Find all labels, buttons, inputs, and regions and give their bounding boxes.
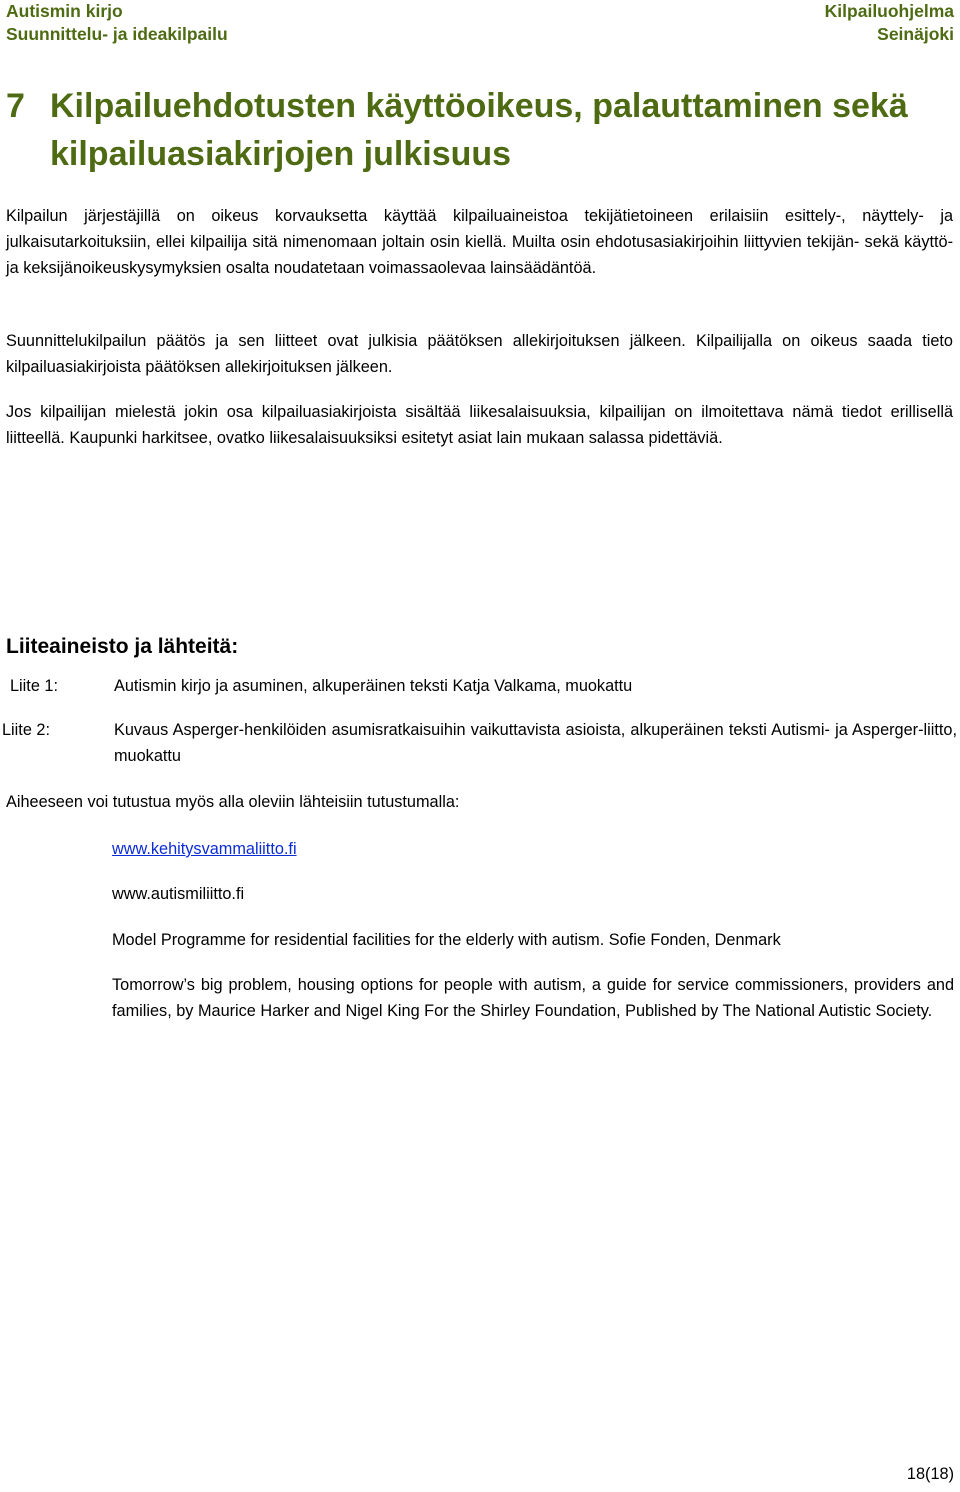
attachment-1-label: Liite 1: <box>10 677 58 695</box>
section-heading <box>6 82 956 178</box>
source-autismiliitto: www.autismiliitto.fi <box>112 885 245 903</box>
attachment-2-label: Liite 2: <box>2 721 50 739</box>
document-subtitle: Suunnittelu- ja ideakilpailu <box>6 24 228 44</box>
running-header-left <box>6 0 228 46</box>
paragraph-trade-secrets: Jos kilpailijan mielestä jokin osa kilpailuasiakirjoista sisältää liikesalaisuuksia, kilpailijan on ilmoitettava nämä tiedot erillisellä liitteellä. Kaupunki harkitsee, ovatko liikesalaisuuksiksi esitetyt asiat lain mukaan salassa pidettäviä. <box>6 403 953 447</box>
document-type: Kilpailuohjelma <box>824 1 954 21</box>
kehitysvammaliitto-link[interactable]: www.kehitysvammaliitto.fi <box>112 840 297 858</box>
attachment-2-text: Kuvaus Asperger-henkilöiden asumisratkaisuihin vaikuttavista asioista, alkuperäinen teksti Autismi- ja Asperger-liitto, muokattu <box>114 721 957 765</box>
attachment-1-text: Autismin kirjo ja asuminen, alkuperäinen teksti Katja Valkama, muokattu <box>114 677 633 695</box>
page-number: 18(18) <box>906 1465 954 1483</box>
document-title: Autismin kirjo <box>6 1 123 21</box>
attachments-title: Liiteaineisto ja lähteitä: <box>6 635 239 658</box>
section-title-line2: kilpailuasiakirjojen julkisuus <box>50 135 512 173</box>
city-name: Seinäjoki <box>877 24 954 44</box>
paragraph-publicity: Suunnittelukilpailun päätös ja sen liitteet ovat julkisia päätöksen allekirjoituksen jälkeen. Kilpailijalla on oikeus saada tieto kilpailuasiakirjoista päätöksen allekirjoituksen jälkeen. <box>6 332 953 376</box>
source-model-programme: Model Programme for residential facilities for the elderly with autism. Sofie Fonden, Denmark <box>112 931 781 949</box>
running-header-right <box>825 0 954 46</box>
source-tomorrows-big-problem: Tomorrow’s big problem, housing options for people with autism, a guide for service commissioners, providers and families, by Maurice Harker and Nigel King For the Shirley Foundation, Published by The National Autistic Society. <box>112 976 954 1020</box>
paragraph-usage-rights: Kilpailun järjestäjillä on oikeus korvauksetta käyttää kilpailuaineistoa tekijätietoineen erilaisiin esittely-, näyttely- ja julkaisutarkoituksiin, ellei kilpailija sitä nimenomaan joltain osin kiellä. Muilta osin ehdotusasiakirjoihin liittyvien tekijän- sekä käyttö- ja keksijänoikeuskysymyksien osalta noudatetaan voimassaolevaa lainsäädäntöä. <box>6 207 953 277</box>
section-title-line1: Kilpailuehdotusten käyttöoikeus, palauttaminen sekä <box>50 87 908 125</box>
section-number: 7 <box>6 87 25 125</box>
source-link-kehitysvammaliitto[interactable] <box>112 836 954 862</box>
sources-intro: Aiheeseen voi tutustua myös alla oleviin lähteisiin tutustumalla: <box>6 793 460 811</box>
